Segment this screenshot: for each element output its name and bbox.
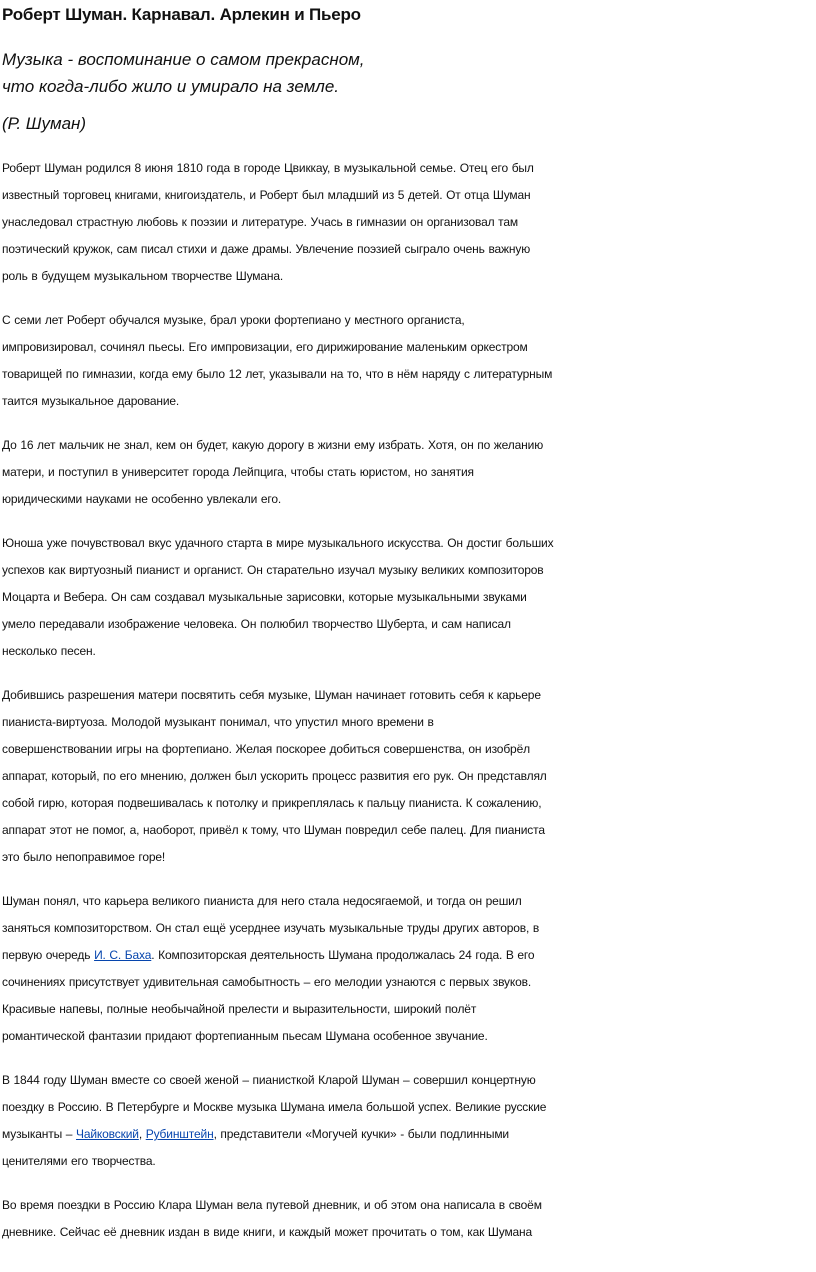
text-line: заняться композиторством. Он стал ещё усерднее изучать музыкальные труды других авторов, в	[2, 921, 540, 935]
text-line: это было непоправимое горе!	[2, 850, 166, 864]
text-line: Юноша уже почувствовал вкус удачного старта в мире музыкального искусства. Он достиг больших	[2, 536, 554, 550]
text-line: сочинениях присутствует удивительная самобытность – его мелодии узнаются с первых звуков.	[2, 975, 532, 989]
text-line: С семи лет Роберт обучался музыке, брал уроки фортепиано у местного органиста,	[2, 313, 465, 327]
epigraph-line: Музыка - воспоминание о самом прекрасном,	[2, 50, 365, 69]
text-line: Красивые напевы, полные необычайной прелести и выразительности, широкий полёт	[2, 1002, 477, 1016]
text-line: пианиста-виртуоза. Молодой музыкант понимал, что упустил много времени в	[2, 715, 434, 729]
paragraph-university	[2, 432, 816, 513]
text-line: романтической фантазии придают фортепианным пьесам Шумана особенное звучание.	[2, 1029, 488, 1043]
text-line: В 1844 году Шуман вместе со своей женой – пианисткой Кларой Шуман – совершил концертную	[2, 1073, 536, 1087]
paragraph-composer	[2, 888, 816, 1050]
text-line: известный торговец книгами, книгоиздатель, и Роберт был младший из 5 детей. От отца Шуман	[2, 188, 531, 202]
paragraph-diary	[2, 1192, 816, 1246]
text-line: ценителями его творчества.	[2, 1154, 156, 1168]
text-fragment: первую очередь	[2, 948, 95, 962]
text-line: дневнике. Сейчас её дневник издан в виде книги, и каждый может прочитать о том, как Шумана	[2, 1225, 533, 1239]
text-fragment: музыканты –	[2, 1127, 76, 1141]
paragraph-birth	[2, 155, 816, 290]
text-line: поэтический кружок, сам писал стихи и даже драмы. Увлечение поэзией сыграло очень важную	[2, 242, 531, 256]
text-line-with-link	[2, 1121, 816, 1148]
text-fragment: ,	[138, 1127, 146, 1141]
paragraph-childhood	[2, 307, 816, 415]
text-line: успехов как виртуозный пианист и органист. Он старательно изучал музыку великих композиторов	[2, 563, 544, 577]
text-fragment: . Композиторская деятельность Шумана продолжалась 24 года. В его	[151, 948, 535, 962]
text-line: импровизировал, сочинял пьесы. Его импровизации, его дирижирование маленьким оркестром	[2, 340, 528, 354]
document-title: Роберт Шуман. Карнавал. Арлекин и Пьеро	[2, 5, 361, 24]
text-line: унаследовал страстную любовь к поэзии и литературе. Учась в гимназии он организовал там	[2, 215, 519, 229]
text-line: поездку в Россию. В Петербурге и Москве музыка Шумана имела большой успех. Великие русские	[2, 1100, 547, 1114]
text-line: собой гирю, которая подвешивалась к потолку и прикреплялась к пальцу пианиста. К сожалению,	[2, 796, 542, 810]
text-line: аппарат, который, по его мнению, должен был ускорить процесс развития его рук. Он представлял	[2, 769, 547, 783]
text-line-with-link	[2, 942, 816, 969]
text-line: юридическими науками не особенно увлекали его.	[2, 492, 282, 506]
text-line: совершенствовании игры на фортепиано. Желая поскорее добиться совершенства, он изобрёл	[2, 742, 530, 756]
text-line: Моцарта и Вебера. Он сам создавал музыкальные зарисовки, которые музыкальными звуками	[2, 590, 527, 604]
text-line: несколько песен.	[2, 644, 96, 658]
text-line: матери, и поступил в университет города Лейпцига, чтобы стать юристом, но занятия	[2, 465, 474, 479]
text-line: таится музыкальное дарование.	[2, 394, 180, 408]
link-tchaikovsky[interactable]: Чайковский	[76, 1127, 139, 1141]
text-line: До 16 лет мальчик не знал, кем он будет, какую дорогу в жизни ему избрать. Хотя, он по желанию	[2, 438, 544, 452]
paragraph-russia-tour	[2, 1067, 816, 1175]
epigraph-line: что когда-либо жило и умирало на земле.	[2, 77, 340, 96]
text-line: Шуман понял, что карьера великого пианиста для него стала недосягаемой, и тогда он решил	[2, 894, 522, 908]
paragraph-youth	[2, 530, 816, 665]
epigraph-author: (Р. Шуман)	[2, 114, 87, 133]
paragraph-pianist	[2, 682, 816, 871]
epigraph	[2, 46, 816, 100]
text-line: Во время поездки в Россию Клара Шуман вела путевой дневник, и об этом она написала в своём	[2, 1198, 542, 1212]
text-line: умело передавали изображение человека. Он полюбил творчество Шуберта, и сам написал	[2, 617, 511, 631]
text-line: Роберт Шуман родился 8 июня 1810 года в городе Цвиккау, в музыкальной семье. Отец его был	[2, 161, 534, 175]
text-line: роль в будущем музыкальном творчестве Шумана.	[2, 269, 284, 283]
link-bach[interactable]: И. С. Баха	[94, 948, 152, 962]
text-line: товарищей по гимназии, когда ему было 12 лет, указывали на то, что в нём наряду с литературным	[2, 367, 553, 381]
text-line: аппарат этот не помог, а, наоборот, привёл к тому, что Шуман повредил себе палец. Для пианиста	[2, 823, 545, 837]
link-rubinstein[interactable]: Рубинштейн	[145, 1127, 214, 1141]
text-fragment: , представители «Могучей кучки» - были подлинными	[213, 1127, 509, 1141]
text-line: Добившись разрешения матери посвятить себя музыке, Шуман начинает готовить себя к карьере	[2, 688, 541, 702]
